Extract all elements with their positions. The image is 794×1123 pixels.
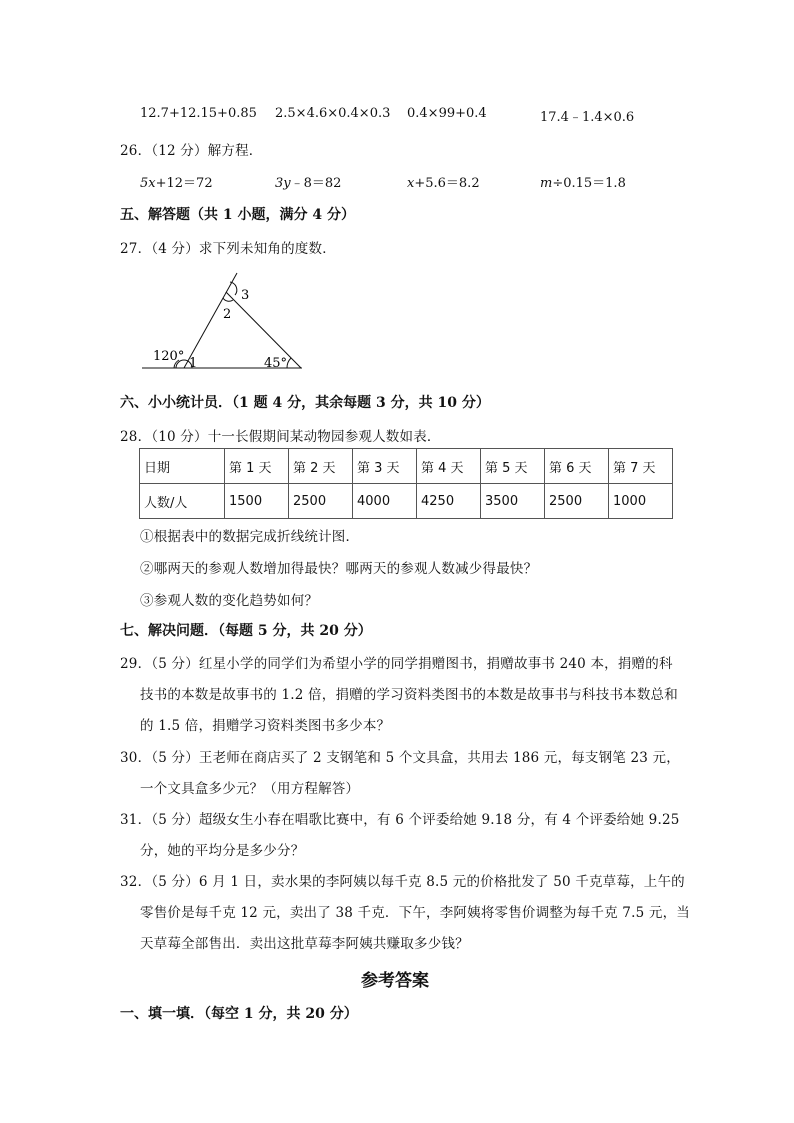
equation-1-rest: +12＝72 <box>155 176 213 191</box>
table-cell: 第 4 天 <box>417 449 481 484</box>
table-cell: 第 2 天 <box>289 449 353 484</box>
angle-120-label: 120° <box>153 349 185 364</box>
equation-4-rest: ÷0.15＝1.8 <box>552 176 626 191</box>
equation-1-term: 5x <box>140 176 156 191</box>
table-cell: 2500 <box>289 484 353 519</box>
equation-3-rest: +5.6＝8.2 <box>414 176 480 191</box>
table-cell: 1500 <box>225 484 289 519</box>
question-32-line-2: 零售价是每千克 12 元，卖出了 38 千克．下午，李阿姨将零售价调整为每千克 7.5 元，当 <box>140 905 690 921</box>
question-31-line-1: 31．（5 分）超级女生小春在唱歌比赛中，有 6 个评委给她 9.18 分，有 4 个评委给她 9.25 <box>120 812 680 828</box>
table-cell: 2500 <box>545 484 609 519</box>
calc-expression-1: 12.7+12.15+0.85 <box>140 106 257 121</box>
question-31-line-2: 分，她的平均分是多少分？ <box>140 843 305 859</box>
table-header-row <box>140 449 673 484</box>
equation-2-rest: ﹣8＝82 <box>290 176 342 191</box>
angle-1-label: 1 <box>189 356 198 371</box>
question-26: 26．（12 分）解方程． <box>120 143 263 159</box>
section-6-heading: 六、小小统计员．（1 题 4 分，其余每题 3 分，共 10 分） <box>120 395 490 411</box>
question-30-line-1: 30．（5 分）王老师在商店买了 2 支钢笔和 5 个文具盒，共用去 186 元，每支钢笔 23 元， <box>120 750 680 766</box>
question-29-line-3: 的 1.5 倍，捐赠学习资料类图书多少本？ <box>140 718 391 734</box>
table-cell: 第 1 天 <box>225 449 289 484</box>
equation-4-term: m <box>540 176 553 191</box>
section-7-heading: 七、解决问题．（每题 5 分，共 20 分） <box>120 623 372 639</box>
equation-1 <box>140 172 213 191</box>
table-cell: 人数/人 <box>140 484 225 519</box>
question-27: 27．（4 分）求下列未知角的度数． <box>120 241 336 257</box>
visitor-table <box>139 448 673 519</box>
table-cell: 4000 <box>353 484 417 519</box>
equation-3-term: x <box>407 176 415 191</box>
equation-2-term: 3y <box>275 176 291 191</box>
angle-45-arc <box>287 358 291 368</box>
equation-4 <box>540 172 626 191</box>
table-cell: 第 7 天 <box>609 449 673 484</box>
calc-expression-2: 2.5×4.6×0.4×0.3 <box>275 106 391 121</box>
question-28-part-3: ③参观人数的变化趋势如何？ <box>140 593 319 609</box>
table-cell: 4250 <box>417 484 481 519</box>
equation-3 <box>407 172 480 191</box>
angle-2-label: 2 <box>223 307 232 322</box>
angle-2-arc <box>223 298 233 301</box>
question-28: 28．（10 分）十一长假期间某动物园参观人数如表． <box>120 429 441 445</box>
table-cell: 第 5 天 <box>481 449 545 484</box>
table-cell: 3500 <box>481 484 545 519</box>
question-32-line-1: 32．（5 分）6 月 1 日，卖水果的李阿姨以每千克 8.5 元的价格批发了 50 千克草莓，上午的 <box>120 874 685 890</box>
table-cell: 第 6 天 <box>545 449 609 484</box>
calc-expression-3: 0.4×99+0.4 <box>407 106 487 121</box>
section-1-heading: 一、填一填．（每空 1 分，共 20 分） <box>120 1006 358 1022</box>
table-row <box>140 484 673 519</box>
calc-expression-4: 17.4﹣1.4×0.6 <box>540 110 635 125</box>
question-32-line-3: 天草莓全部售出．卖出这批草莓李阿姨共赚取多少钱？ <box>140 936 469 952</box>
question-28-part-2: ②哪两天的参观人数增加得最快？哪两天的参观人数减少得最快？ <box>140 561 538 577</box>
answers-title: 参考答案 <box>361 971 429 991</box>
angle-3-label: 3 <box>241 288 250 303</box>
question-29-line-1: 29．（5 分）红星小学的同学们为希望小学的同学捐赠图书，捐赠故事书 240 本，捐赠的科 <box>120 656 673 672</box>
section-5-heading: 五、解答题（共 1 小题，满分 4 分） <box>120 207 355 223</box>
triangle-diagram <box>140 270 310 375</box>
angle-45-label: 45° <box>264 356 288 371</box>
table-cell: 日期 <box>140 449 225 484</box>
table-cell: 第 3 天 <box>353 449 417 484</box>
table-cell: 1000 <box>609 484 673 519</box>
question-28-part-1: ①根据表中的数据完成折线统计图． <box>140 529 360 545</box>
equation-2 <box>275 172 341 191</box>
question-29-line-2: 技书的本数是故事书的 1.2 倍，捐赠的学习资料类图书的本数是故事书与科技书本数总和 <box>140 687 678 703</box>
question-30-line-2: 一个文具盒多少元？（用方程解答） <box>140 781 360 797</box>
